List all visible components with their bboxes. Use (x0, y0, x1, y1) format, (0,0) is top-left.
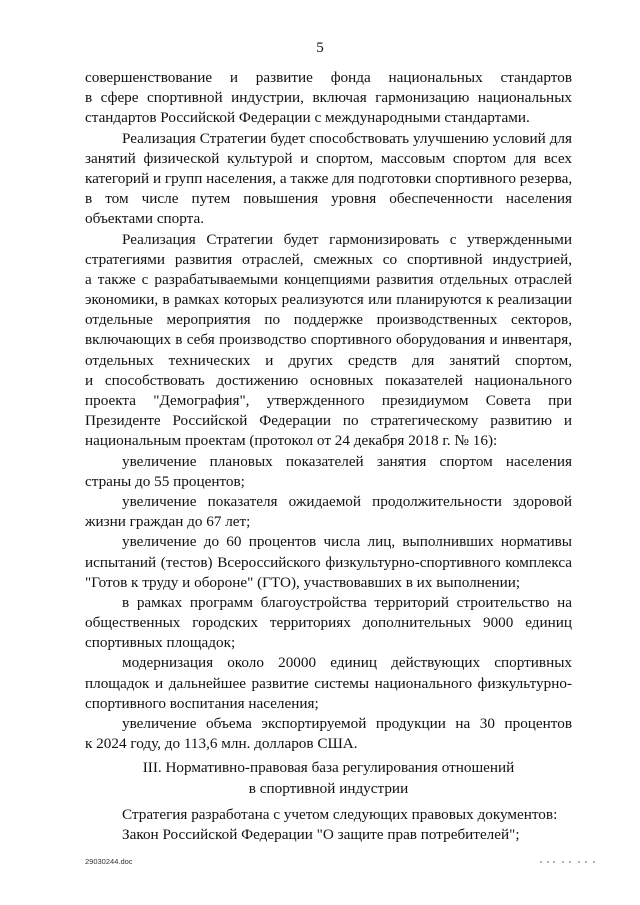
paragraph (85, 825, 572, 845)
text-line: к 2024 году, до 113,6 млн. долларов США. (85, 735, 358, 753)
text-line: испытаний (тестов) Всероссийского физкультурно-спортивного комплекса (85, 553, 572, 571)
heading-line: III. Нормативно-правовая база регулирования отношений (142, 759, 515, 777)
list-paragraph (85, 452, 572, 492)
text-line: увеличение плановых показателей занятия спортом населения (122, 452, 572, 470)
text-line: Реализация Стратегии будет гармонизировать с утвержденными (122, 230, 572, 248)
text-line: в сфере спортивной индустрии, включая гармонизацию национальных (85, 89, 572, 107)
scan-artifact-marks (538, 857, 598, 867)
text-line: объектами спорта. (85, 210, 205, 228)
text-line: в том числе путем повышения уровня обеспеченности населения (85, 190, 572, 208)
text-line: экономики, в рамках которых реализуются или планируются к реализации (85, 291, 572, 309)
text-line: занятий физической культурой и спортом, массовым спортом для всех (85, 149, 572, 167)
text-line: площадок и дальнейшее развитие системы национального физкультурно- (85, 674, 572, 692)
text-line: включающих в себя производство спортивного оборудования и инвентаря, (85, 331, 572, 349)
text-line: модернизация около 20000 единиц действующих спортивных (122, 654, 572, 672)
text-line: отдельных технических и других средств для занятий спортом, (85, 351, 572, 369)
list-paragraph (85, 653, 572, 714)
text-line: общественных городских территориях дополнительных 9000 единиц (85, 614, 572, 632)
text-line: жизни граждан до 67 лет; (85, 513, 251, 531)
text-line: "Готов к труду и обороне" (ГТО), участвовавших в их выполнении; (85, 573, 521, 591)
heading-line: в спортивной индустрии (248, 779, 409, 797)
text-line: и способствовать достижению основных показателей национального (85, 371, 572, 389)
document-file-code: 29030244.doc (85, 857, 133, 866)
text-line: Реализация Стратегии будет способствовать улучшению условий для (122, 129, 572, 147)
text-line: совершенствование и развитие фонда национальных стандартов (85, 69, 572, 86)
list-paragraph (85, 714, 572, 754)
paragraph (85, 129, 572, 230)
text-line: стратегиями развития отраслей, смежных со спортивной индустрией, (85, 250, 572, 268)
text-line: Стратегия разработана с учетом следующих правовых документов: (122, 805, 558, 823)
text-line: в рамках программ благоустройства территорий строительство на (122, 593, 572, 611)
text-line: а также с разрабатываемыми концепциями развития отдельных отраслей (85, 270, 572, 288)
page-number: 5 (316, 40, 324, 56)
section-heading (85, 758, 572, 798)
list-paragraph (85, 492, 572, 532)
text-line: национальным проектам (протокол от 24 декабря 2018 г. № 16): (85, 432, 498, 450)
text-line: увеличение объема экспортируемой продукции на 30 процентов (122, 715, 572, 732)
list-paragraph (85, 532, 572, 593)
list-paragraph (85, 593, 572, 654)
paragraph (85, 805, 572, 825)
paragraph (85, 230, 572, 452)
text-line: увеличение показателя ожидаемой продолжительности здоровой (122, 492, 572, 510)
text-line: стандартов Российской Федерации с международными стандартами. (85, 109, 530, 127)
text-line: отдельные мероприятия по поддержке производственных секторов, (85, 311, 572, 329)
paragraph (85, 68, 572, 129)
text-line: спортивного воспитания населения; (85, 694, 319, 712)
text-line: страны до 55 процентов; (85, 472, 245, 490)
text-line: спортивных площадок; (85, 634, 236, 652)
text-line: категорий и групп населения, а также для подготовки спортивного резерва, (85, 169, 573, 187)
text-line: увеличение до 60 процентов числа лиц, выполнивших нормативы (122, 533, 572, 551)
text-line: Президенте Российской Федерации по стратегическому развитию и (85, 412, 572, 430)
text-line: Закон Российской Федерации "О защите прав потребителей"; (122, 825, 520, 843)
text-line: проекта "Демография", утвержденного президиумом Совета при (85, 392, 572, 409)
document-body (85, 68, 572, 845)
